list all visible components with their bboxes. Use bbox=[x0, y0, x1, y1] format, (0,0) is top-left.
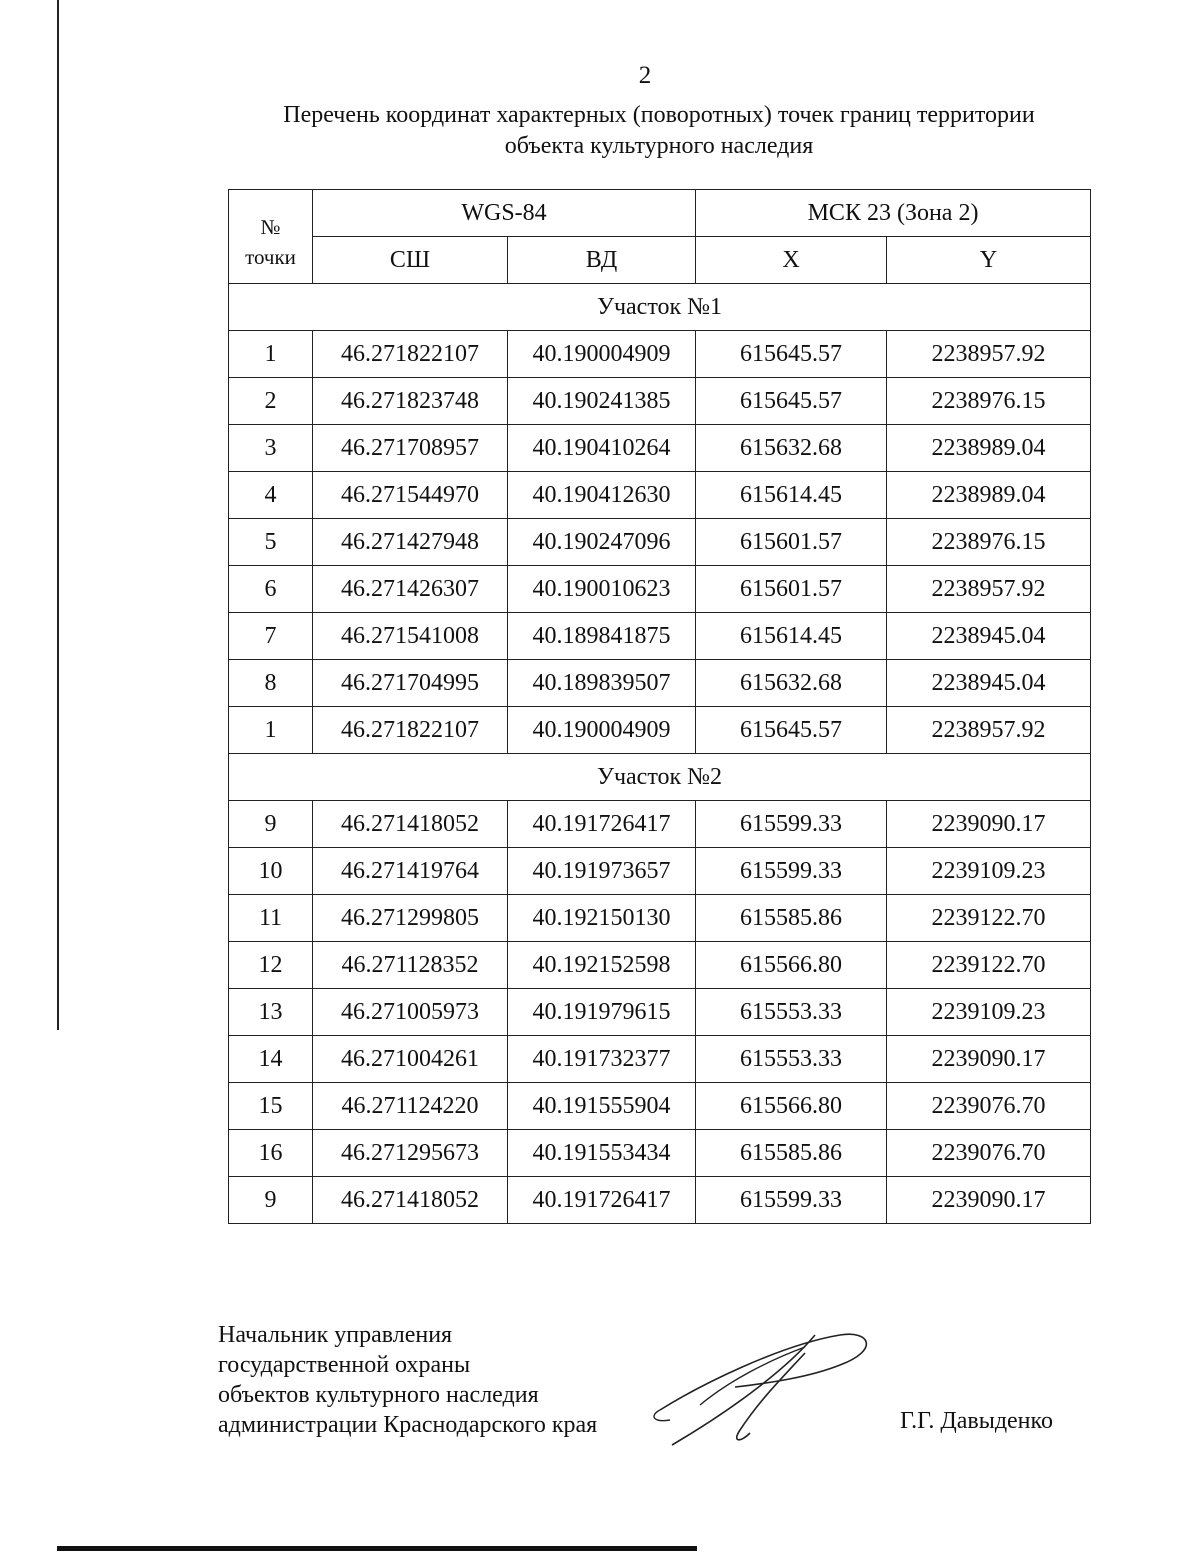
table-row bbox=[229, 425, 1091, 472]
y-cell: 2239090.17 bbox=[887, 801, 1091, 848]
table-row bbox=[229, 1130, 1091, 1177]
y-cell: 2238945.04 bbox=[887, 660, 1091, 707]
latitude-cell: 46.271004261 bbox=[313, 1036, 508, 1083]
longitude-cell: 40.189841875 bbox=[508, 613, 696, 660]
x-cell: 615614.45 bbox=[696, 472, 887, 519]
point-number-cell: 3 bbox=[229, 425, 313, 472]
y-cell: 2238957.92 bbox=[887, 566, 1091, 613]
y-cell: 2239090.17 bbox=[887, 1036, 1091, 1083]
y-cell: 2238989.04 bbox=[887, 425, 1091, 472]
x-cell: 615601.57 bbox=[696, 519, 887, 566]
point-number-cell: 12 bbox=[229, 942, 313, 989]
header-wgs84: WGS-84 bbox=[313, 190, 696, 237]
point-number-cell: 4 bbox=[229, 472, 313, 519]
y-cell: 2238976.15 bbox=[887, 378, 1091, 425]
longitude-cell: 40.190241385 bbox=[508, 378, 696, 425]
point-number-cell: 14 bbox=[229, 1036, 313, 1083]
y-cell: 2238989.04 bbox=[887, 472, 1091, 519]
table-row bbox=[229, 801, 1091, 848]
latitude-cell: 46.271124220 bbox=[313, 1083, 508, 1130]
x-cell: 615601.57 bbox=[696, 566, 887, 613]
x-cell: 615599.33 bbox=[696, 848, 887, 895]
table-row bbox=[229, 942, 1091, 989]
signatory-position-line: государственной охраны bbox=[218, 1352, 471, 1378]
latitude-cell: 46.271419764 bbox=[313, 848, 508, 895]
scan-edge-left bbox=[57, 0, 59, 1030]
document-title-line-2: объекта культурного наследия bbox=[504, 133, 814, 159]
table-row bbox=[229, 613, 1091, 660]
latitude-cell: 46.271823748 bbox=[313, 378, 508, 425]
x-cell: 615585.86 bbox=[696, 895, 887, 942]
latitude-cell: 46.271005973 bbox=[313, 989, 508, 1036]
y-cell: 2239076.70 bbox=[887, 1083, 1091, 1130]
latitude-cell: 46.271128352 bbox=[313, 942, 508, 989]
y-cell: 2238957.92 bbox=[887, 707, 1091, 754]
header-point-number-label: точки bbox=[245, 245, 296, 269]
table-row bbox=[229, 378, 1091, 425]
section-title: Участок №1 bbox=[229, 284, 1091, 331]
y-cell: 2239090.17 bbox=[887, 1177, 1091, 1224]
y-cell: 2239109.23 bbox=[887, 848, 1091, 895]
x-cell: 615553.33 bbox=[696, 989, 887, 1036]
point-number-cell: 15 bbox=[229, 1083, 313, 1130]
longitude-cell: 40.191979615 bbox=[508, 989, 696, 1036]
latitude-cell: 46.271295673 bbox=[313, 1130, 508, 1177]
point-number-cell: 13 bbox=[229, 989, 313, 1036]
table-row bbox=[229, 519, 1091, 566]
longitude-cell: 40.191726417 bbox=[508, 801, 696, 848]
point-number-cell: 5 bbox=[229, 519, 313, 566]
latitude-cell: 46.271544970 bbox=[313, 472, 508, 519]
table-row bbox=[229, 707, 1091, 754]
signatory-name: Г.Г. Давыденко bbox=[900, 1408, 1053, 1434]
y-cell: 2239109.23 bbox=[887, 989, 1091, 1036]
y-cell: 2238976.15 bbox=[887, 519, 1091, 566]
latitude-cell: 46.271708957 bbox=[313, 425, 508, 472]
document-title-line-1: Перечень координат характерных (поворотных) точек границ территории bbox=[283, 102, 1035, 128]
y-cell: 2239076.70 bbox=[887, 1130, 1091, 1177]
latitude-cell: 46.271822107 bbox=[313, 331, 508, 378]
signatory-position-line: Начальник управления bbox=[218, 1322, 453, 1348]
document-title bbox=[228, 100, 1090, 162]
longitude-cell: 40.191973657 bbox=[508, 848, 696, 895]
longitude-cell: 40.191553434 bbox=[508, 1130, 696, 1177]
header-x: X bbox=[696, 237, 887, 284]
point-number-cell: 1 bbox=[229, 707, 313, 754]
latitude-cell: 46.271822107 bbox=[313, 707, 508, 754]
point-number-cell: 1 bbox=[229, 331, 313, 378]
longitude-cell: 40.190412630 bbox=[508, 472, 696, 519]
longitude-cell: 40.190247096 bbox=[508, 519, 696, 566]
x-cell: 615553.33 bbox=[696, 1036, 887, 1083]
header-point-number-sign: № bbox=[260, 215, 281, 239]
latitude-cell: 46.271426307 bbox=[313, 566, 508, 613]
longitude-cell: 40.192150130 bbox=[508, 895, 696, 942]
y-cell: 2238945.04 bbox=[887, 613, 1091, 660]
longitude-cell: 40.191555904 bbox=[508, 1083, 696, 1130]
table-row bbox=[229, 848, 1091, 895]
table-row bbox=[229, 472, 1091, 519]
x-cell: 615566.80 bbox=[696, 1083, 887, 1130]
y-cell: 2239122.70 bbox=[887, 942, 1091, 989]
longitude-cell: 40.192152598 bbox=[508, 942, 696, 989]
x-cell: 615645.57 bbox=[696, 331, 887, 378]
longitude-cell: 40.190410264 bbox=[508, 425, 696, 472]
section-header-row bbox=[229, 754, 1091, 801]
x-cell: 615599.33 bbox=[696, 1177, 887, 1224]
table-row bbox=[229, 331, 1091, 378]
signature-icon bbox=[640, 1325, 880, 1455]
section-title: Участок №2 bbox=[229, 754, 1091, 801]
signatory-position-line: объектов культурного наследия bbox=[218, 1382, 539, 1408]
header-point-number bbox=[229, 190, 313, 284]
header-y: Y bbox=[887, 237, 1091, 284]
point-number-cell: 10 bbox=[229, 848, 313, 895]
y-cell: 2238957.92 bbox=[887, 331, 1091, 378]
longitude-cell: 40.190004909 bbox=[508, 707, 696, 754]
x-cell: 615645.57 bbox=[696, 378, 887, 425]
latitude-cell: 46.271418052 bbox=[313, 1177, 508, 1224]
header-latitude: СШ bbox=[313, 237, 508, 284]
scan-edge-bottom bbox=[57, 1546, 697, 1551]
table-header-row-2 bbox=[229, 237, 1091, 284]
point-number-cell: 2 bbox=[229, 378, 313, 425]
table-row bbox=[229, 1177, 1091, 1224]
latitude-cell: 46.271704995 bbox=[313, 660, 508, 707]
longitude-cell: 40.191726417 bbox=[508, 1177, 696, 1224]
x-cell: 615614.45 bbox=[696, 613, 887, 660]
longitude-cell: 40.190010623 bbox=[508, 566, 696, 613]
signatory-position bbox=[218, 1320, 597, 1440]
latitude-cell: 46.271541008 bbox=[313, 613, 508, 660]
header-msk23: МСК 23 (Зона 2) bbox=[696, 190, 1091, 237]
point-number-cell: 9 bbox=[229, 801, 313, 848]
x-cell: 615599.33 bbox=[696, 801, 887, 848]
longitude-cell: 40.190004909 bbox=[508, 331, 696, 378]
point-number-cell: 11 bbox=[229, 895, 313, 942]
longitude-cell: 40.191732377 bbox=[508, 1036, 696, 1083]
header-longitude: ВД bbox=[508, 237, 696, 284]
longitude-cell: 40.189839507 bbox=[508, 660, 696, 707]
table-row bbox=[229, 1036, 1091, 1083]
coordinates-table bbox=[228, 189, 1091, 1224]
y-cell: 2239122.70 bbox=[887, 895, 1091, 942]
table-row bbox=[229, 895, 1091, 942]
point-number-cell: 7 bbox=[229, 613, 313, 660]
table-row bbox=[229, 660, 1091, 707]
table-row bbox=[229, 566, 1091, 613]
x-cell: 615585.86 bbox=[696, 1130, 887, 1177]
x-cell: 615632.68 bbox=[696, 425, 887, 472]
table-row bbox=[229, 1083, 1091, 1130]
point-number-cell: 16 bbox=[229, 1130, 313, 1177]
signatory-position-line: администрации Краснодарского края bbox=[218, 1412, 598, 1438]
section-header-row bbox=[229, 284, 1091, 331]
page-number: 2 bbox=[638, 62, 652, 89]
point-number-cell: 6 bbox=[229, 566, 313, 613]
x-cell: 615632.68 bbox=[696, 660, 887, 707]
latitude-cell: 46.271418052 bbox=[313, 801, 508, 848]
x-cell: 615566.80 bbox=[696, 942, 887, 989]
table-header-row-1 bbox=[229, 190, 1091, 237]
x-cell: 615645.57 bbox=[696, 707, 887, 754]
table-row bbox=[229, 989, 1091, 1036]
latitude-cell: 46.271427948 bbox=[313, 519, 508, 566]
point-number-cell: 8 bbox=[229, 660, 313, 707]
latitude-cell: 46.271299805 bbox=[313, 895, 508, 942]
point-number-cell: 9 bbox=[229, 1177, 313, 1224]
